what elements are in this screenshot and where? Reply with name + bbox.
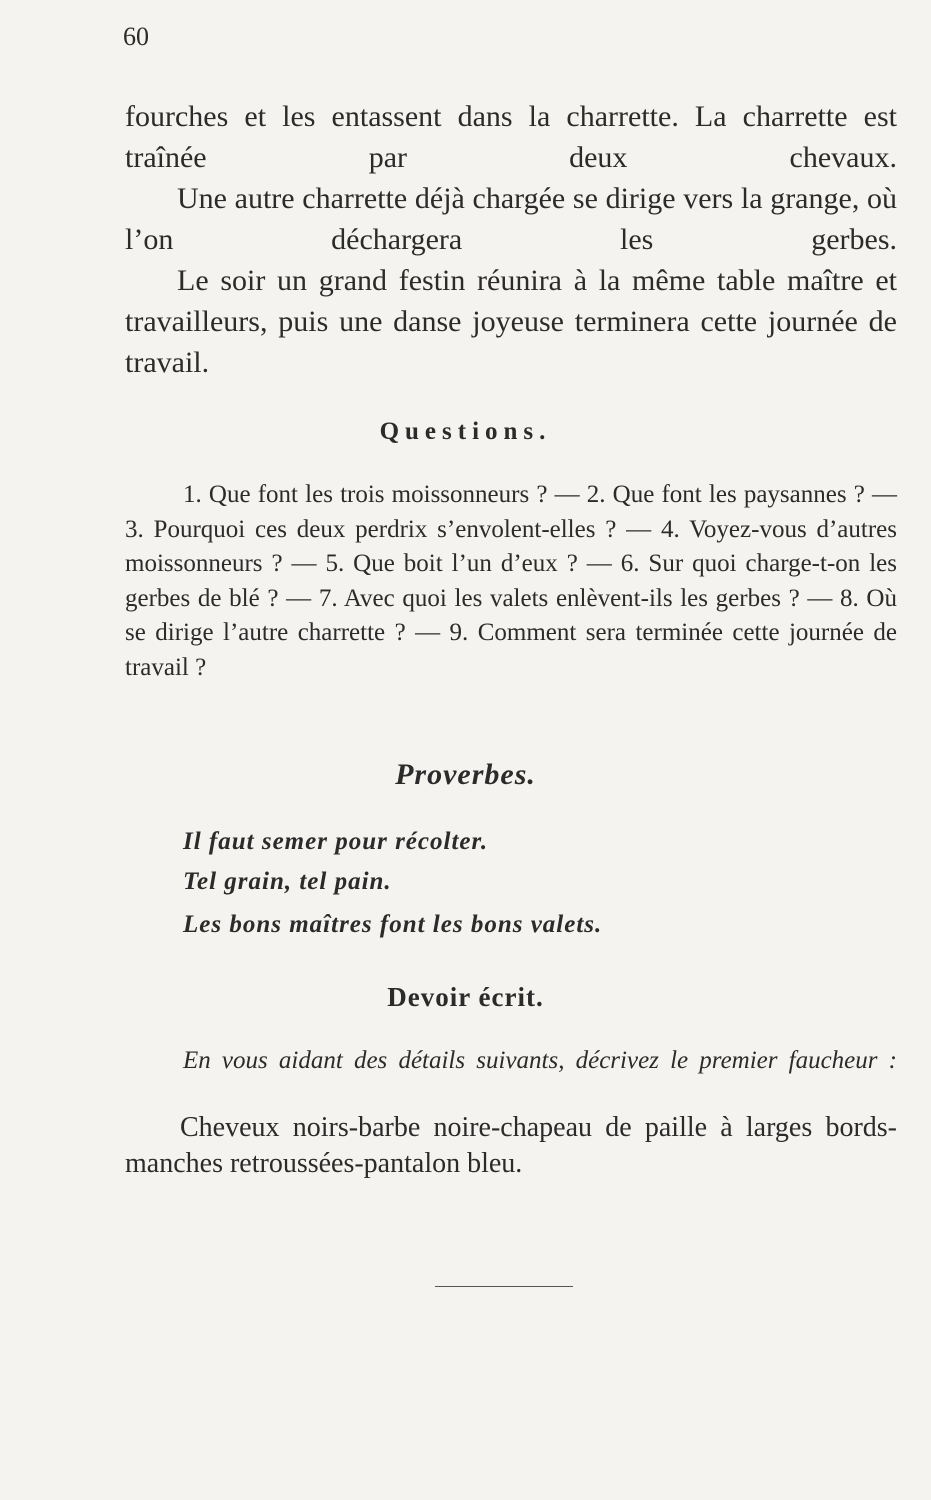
questions-block (125, 478, 897, 685)
devoir-instruction: En vous aidant des détails suivants, décrivez le premier faucheur : (183, 1047, 897, 1074)
paragraph-2-text: Une autre charrette déjà chargée se dirige vers la grange, où l’on déchargera les gerbes. (125, 182, 897, 256)
paragraph-1-text: fourches et les entassent dans la charrette. La charrette est traînée par deux chevaux. (125, 100, 897, 174)
proverb-1: Il faut semer pour récolter. (183, 828, 489, 855)
proverbs-heading: Proverbes. (395, 758, 536, 791)
end-rule (435, 1286, 573, 1287)
questions-heading: Questions. (379, 418, 552, 445)
paragraph-3-text: Le soir un grand festin réunira à la même table maître et travailleurs, puis une danse joyeuse terminera cette journée de travail. (125, 264, 897, 379)
paragraph-3 (125, 260, 897, 424)
devoir-details: Cheveux noirs-barbe noire-chapeau de paille à larges bords-manches retroussées-pantalon bleu. (125, 1112, 897, 1179)
proverb-2: Tel grain, tel pain. (183, 868, 392, 895)
page-number: 60 (123, 22, 149, 51)
devoir-heading: Devoir écrit. (387, 982, 544, 1012)
devoir-details-block (125, 1110, 897, 1182)
questions-text: 1. Que font les trois moissonneurs ? — 2. Que font les paysannes ? — 3. Pourquoi ces deux perdrix s’envolent-elles ? — 4. Voyez-vous d’autres moissonneurs ? — 5. Que boit l’un d’eux ? — 6. Sur quoi charge-t-on les gerbes de blé ? — 7. Avec quoi les valets enlèvent-ils les gerbes ? — 8. Où se dirige l’autre charrette ? — 9. Comment sera terminée cette journée de travail ? (125, 481, 897, 681)
proverb-3: Les bons maîtres font les bons valets. (183, 911, 603, 938)
devoir-instruction-block (125, 1042, 897, 1116)
